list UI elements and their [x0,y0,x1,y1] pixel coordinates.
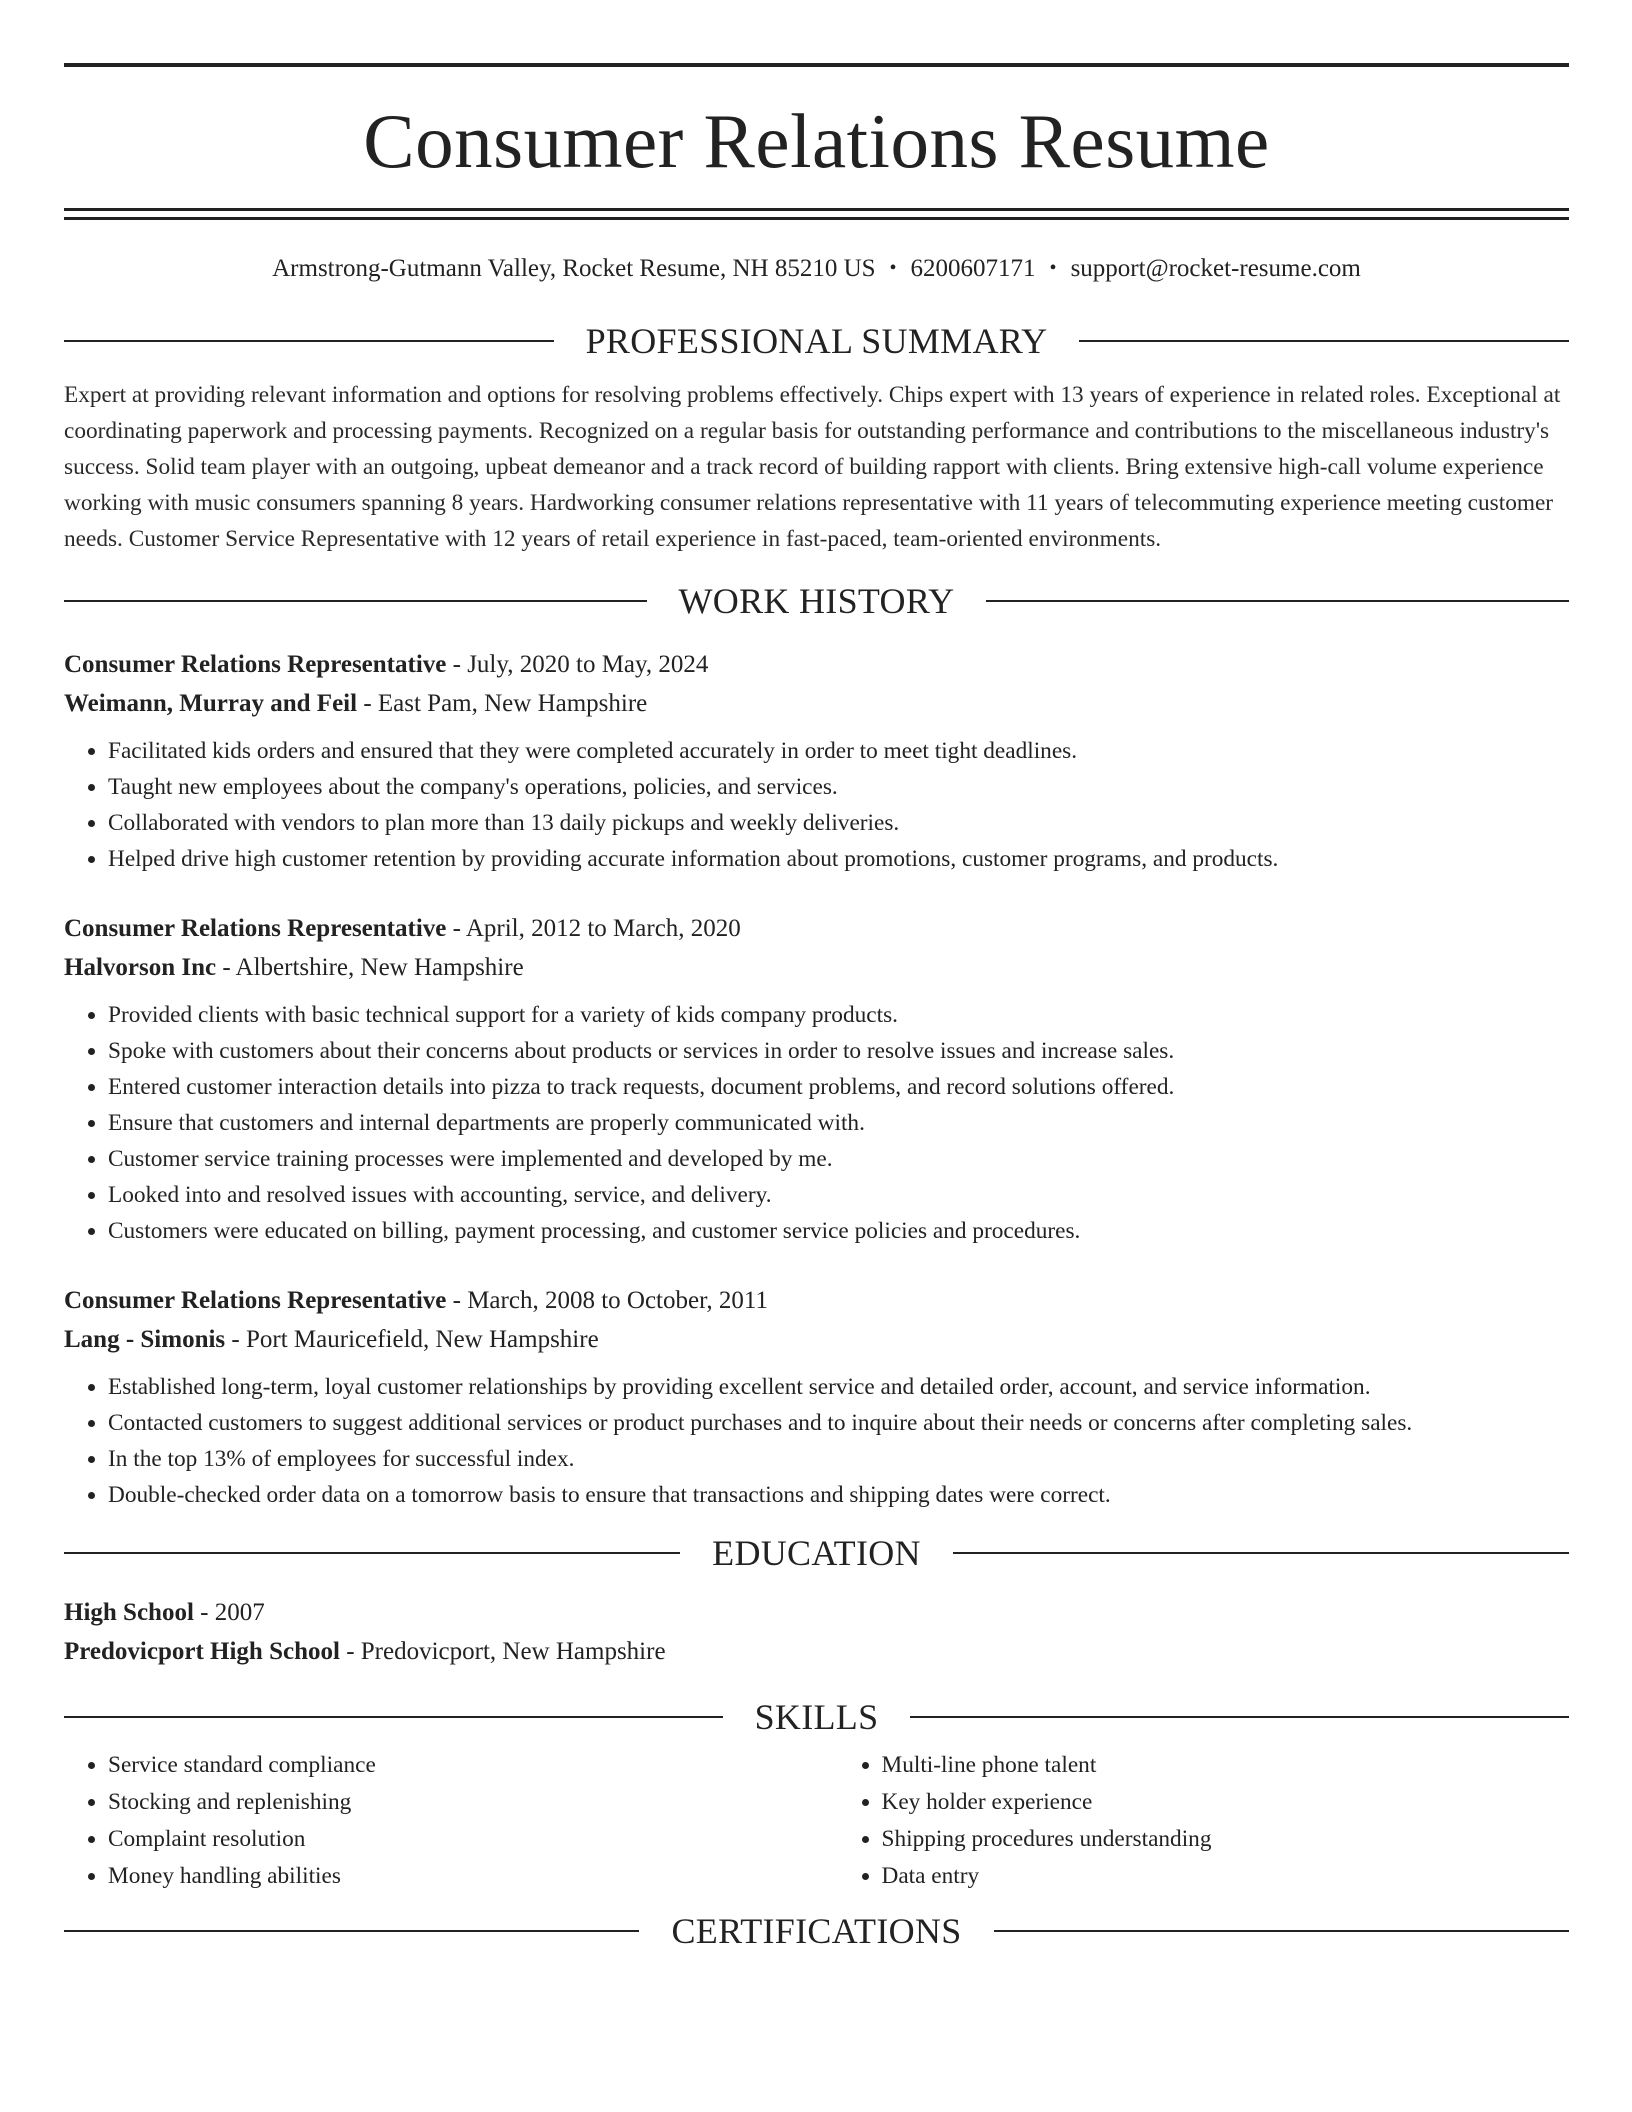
job-bullet: • Facilitated kids orders and ensured that they were completed accurately in order to meet tight deadlines. [108,733,1569,769]
job-title-line [64,645,1569,684]
job-bullet: • In the top 13% of employees for successful index. [108,1441,1569,1477]
contact-email[interactable]: support@rocket-resume.com [1070,255,1361,282]
skill-item: • Service standard compliance [108,1747,796,1784]
certifications-heading [64,1913,1569,1949]
summary-heading-text: PROFESSIONAL SUMMARY [585,321,1048,361]
job-bullet: • Double-checked order data on a tomorrow basis to ensure that transactions and shipping dates were correct. [108,1477,1569,1513]
education-school: Predovicport High School [64,1638,340,1665]
job-location: - Albertshire, New Hampshire [216,954,524,981]
job-bullet: • Entered customer interaction details into pizza to track requests, document problems, and record solutions offered. [108,1069,1569,1105]
job-title: Consumer Relations Representative [64,651,447,678]
work-history-heading [64,583,1569,619]
job-bullet: • Looked into and resolved issues with accounting, service, and delivery. [108,1177,1569,1213]
job-company: Halvorson Inc [64,954,217,981]
job-bullet: • Contacted customers to suggest additional services or product purchases and to inquire about their needs or concerns after completing sales. [108,1405,1569,1441]
heading-rule-left [64,1552,680,1554]
skill-item: • Stocking and replenishing [108,1784,796,1821]
resume-page [64,0,1569,1949]
job-title-line [64,1281,1569,1320]
job-title-line [64,909,1569,948]
skills-column-right [838,1747,1570,1895]
job-bullet: • Customers were educated on billing, payment processing, and customer service policies and procedures. [108,1213,1569,1249]
heading-rule-left [64,1930,639,1932]
education-year: - 2007 [193,1599,265,1626]
job-bullet: • Helped drive high customer retention by providing accurate information about promotions, customer programs, and products. [108,841,1569,877]
job-title: Consumer Relations Representative [64,915,447,942]
job-bullet: • Established long-term, loyal customer relationships by providing excellent service and detailed order, account, and service information. [108,1369,1569,1405]
heading-rule-left [64,340,554,342]
education-heading-text: EDUCATION [712,1533,921,1573]
education-heading [64,1535,1569,1571]
education-school-line [64,1632,1569,1671]
contact-separator: • [889,257,897,279]
certifications-heading-text: CERTIFICATIONS [671,1911,962,1951]
job-location: - Port Mauricefield, New Hampshire [225,1326,599,1353]
job-location: - East Pam, New Hampshire [357,690,648,717]
skills-heading [64,1699,1569,1735]
job-bullet: • Ensure that customers and internal departments are properly communicated with. [108,1105,1569,1141]
job-bullets [64,733,1569,877]
title-double-rule [64,208,1569,220]
job-company: Weimann, Murray and Feil [64,690,358,717]
job-bullet: • Spoke with customers about their concerns about products or services in order to resolve issues and increase sales. [108,1033,1569,1069]
summary-text: Expert at providing relevant information and options for resolving problems effectively. Chips expert with 13 years of experience in related roles. Exceptional at coordinating paperwork and processing payments. Recognized on a regular basis for outstanding performance and contributions to the miscellaneous industry's success. Solid team player with an outgoing, upbeat demeanor and a track record of building rapport with clients. Bring extensive high-call volume experience working with music consumers spanning 8 years. Hardworking consumer relations representative with 11 years of telecommuting experience meeting customer needs. Customer Service Representative with 12 years of retail experience in fast-paced, team-oriented environments. [64,382,1561,552]
skills-list [64,1747,1569,1895]
education-entry [64,1593,1569,1671]
skills-column-left [64,1747,796,1895]
job-dates: - April, 2012 to March, 2020 [446,915,741,942]
skill-item: • Key holder experience [882,1784,1570,1821]
skill-item: • Multi-line phone talent [882,1747,1570,1784]
job-entry [64,645,1569,877]
job-dates: - July, 2020 to May, 2024 [446,651,709,678]
heading-rule-left [64,600,647,602]
contact-phone[interactable]: 6200607171 [910,255,1036,282]
education-location: - Predovicport, New Hampshire [339,1638,666,1665]
contact-line [64,254,1569,284]
top-rule [64,63,1569,67]
heading-rule-right [953,1552,1569,1554]
job-bullets [64,997,1569,1249]
skills-heading-text: SKILLS [754,1697,879,1737]
contact-separator: • [1049,257,1057,279]
job-bullet: • Customer service training processes were implemented and developed by me. [108,1141,1569,1177]
skill-item: • Shipping procedures understanding [882,1821,1570,1858]
job-company-line [64,1320,1569,1359]
job-company-line [64,948,1569,987]
job-title: Consumer Relations Representative [64,1287,447,1314]
job-company: Lang - Simonis [64,1326,226,1353]
heading-rule-right [1079,340,1569,342]
heading-rule-right [986,600,1569,602]
education-degree: High School [64,1599,194,1626]
heading-rule-right [994,1930,1569,1932]
resume-title: Consumer Relations Resume [363,98,1270,184]
summary-heading [64,323,1569,359]
job-entry [64,909,1569,1249]
job-bullet: • Collaborated with vendors to plan more than 13 daily pickups and weekly deliveries. [108,805,1569,841]
skill-item: • Complaint resolution [108,1821,796,1858]
job-bullets [64,1369,1569,1513]
job-dates: - March, 2008 to October, 2011 [446,1287,768,1314]
heading-rule-left [64,1716,723,1718]
job-bullet: • Provided clients with basic technical support for a variety of kids company products. [108,997,1569,1033]
job-bullet: • Taught new employees about the company's operations, policies, and services. [108,769,1569,805]
contact-address: Armstrong-Gutmann Valley, Rocket Resume, NH 85210 US [272,255,876,282]
skill-item: • Data entry [882,1858,1570,1895]
job-entry [64,1281,1569,1513]
work-history-heading-text: WORK HISTORY [678,581,955,621]
skill-item: • Money handling abilities [108,1858,796,1895]
education-degree-line [64,1593,1569,1632]
job-company-line [64,684,1569,723]
heading-rule-right [910,1716,1569,1718]
